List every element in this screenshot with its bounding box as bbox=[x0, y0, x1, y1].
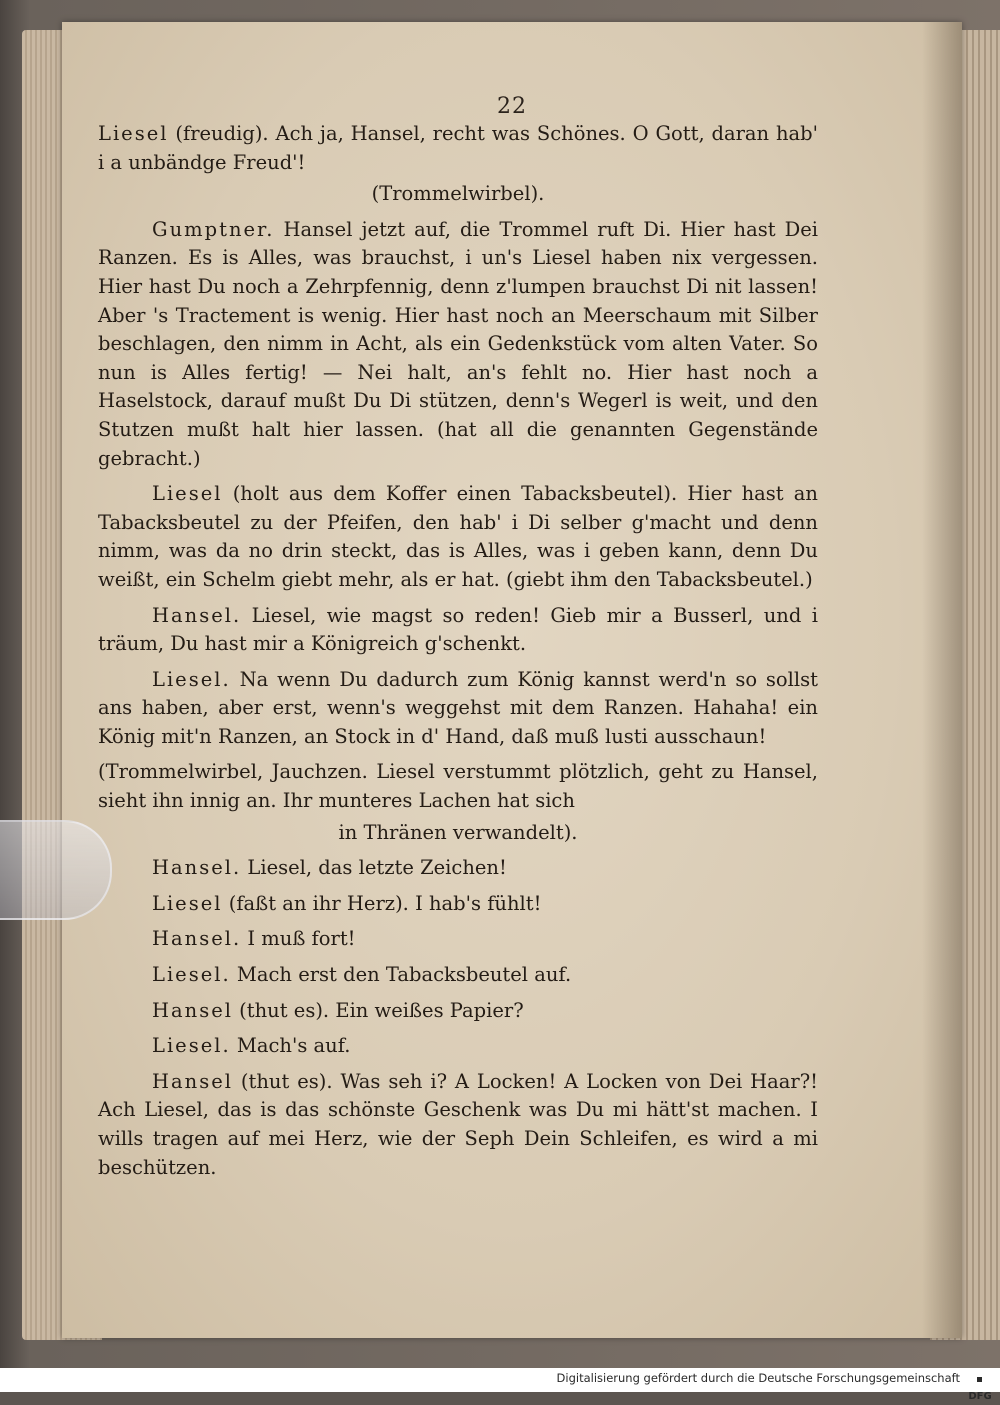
speaker-name: Hansel. bbox=[152, 856, 242, 880]
stage-text: (Trommelwirbel, Jauchzen. Liesel verstummt plötzlich, geht zu Hansel, sieht ihn innig an. Ihr munteres Lachen hat sich bbox=[98, 760, 818, 813]
dfg-logo-icon bbox=[966, 1371, 994, 1402]
dialogue-text: Hansel jetzt auf, die Trommel ruft Di. Hier hast Dei Ranzen. Es is Alles, was brauchst, i un's Liesel haben nix vergessen. Hier hast Du noch a Zehrpfennig, denn z'lumpen brauchst Di nit lassen! Aber 's Tractement is wenig. Hier hast noch an Meerschaum mit Silber beschlagen, den nimm in Acht, als ein Gedenkstück vom alten Vater. So nun is Alles fertig! — Nei halt, an's fehlt no. Hier hast noch a Haselstock, darauf mußt Du Di stützen, denn's Wegerl is weit, und den Stutzen mußt halt hier lassen. (hat all die genannten Gegenstände gebracht.) bbox=[98, 217, 818, 470]
paragraph bbox=[98, 216, 818, 473]
dialogue-text: Mach erst den Tabacksbeutel auf. bbox=[230, 963, 572, 987]
dialogue-text: (freudig). Ach ja, Hansel, recht was Schönes. O Gott, daran hab' i a unbändge Freud'! bbox=[98, 122, 818, 174]
dialogue-text: (thut es). Was seh i? A Locken! A Locken von Dei Haar?! Ach Liesel, das is das schönste Geschenk was Du mi hätt'st machen. I wills tragen auf mei Herz, wie der Seph Dein Schleifen, es wird a mi beschützen. bbox=[98, 1069, 818, 1179]
stage-direction bbox=[98, 758, 818, 815]
dialogue-text: Na wenn Du dadurch zum König kannst werd'n so sollst ans haben, aber erst, wenn's weggehst mit dem Ranzen. Hahaha! ein König mit'n Ranzen, an Stock in d' Hand, daß muß lusti ausschaun! bbox=[98, 667, 818, 748]
speaker-name: Liesel. bbox=[152, 963, 231, 987]
footer-bar bbox=[0, 1368, 1000, 1402]
stage-direction: (Trommelwirbel). bbox=[371, 182, 545, 206]
speaker-name: Hansel bbox=[152, 1069, 233, 1093]
funding-credit: Digitalisierung gefördert durch die Deutsche Forschungsgemeinschaft bbox=[556, 1371, 960, 1385]
speaker-name: Gumptner. bbox=[152, 217, 275, 241]
paragraph bbox=[98, 120, 818, 177]
dialogue-text: I muß fort! bbox=[241, 927, 356, 951]
speaker-name: Liesel bbox=[152, 482, 223, 506]
speaker-name: Liesel. bbox=[152, 1034, 231, 1058]
dialogue-text: (faßt an ihr Herz). I hab's fühlt! bbox=[222, 891, 542, 915]
speaker-name: Liesel. bbox=[152, 667, 231, 691]
page-clip bbox=[0, 820, 112, 920]
speaker-name: Liesel bbox=[152, 891, 223, 915]
dialogue-text: (thut es). Ein weißes Papier? bbox=[232, 998, 524, 1022]
logo-dot-icon bbox=[977, 1377, 982, 1382]
page-gutter-shadow bbox=[922, 22, 962, 1338]
speaker-name: Hansel bbox=[152, 998, 233, 1022]
dialogue-text: Mach's auf. bbox=[230, 1034, 351, 1058]
paragraph bbox=[98, 480, 818, 594]
paragraph bbox=[98, 602, 818, 659]
paragraph bbox=[98, 1068, 818, 1182]
page-number: 22 bbox=[497, 94, 527, 119]
page-text bbox=[98, 120, 818, 1189]
speaker-name: Liesel bbox=[98, 122, 169, 145]
paragraph bbox=[98, 997, 818, 1026]
paragraph bbox=[98, 854, 818, 883]
speaker-name: Hansel. bbox=[152, 603, 242, 627]
paragraph bbox=[98, 1032, 818, 1061]
dialogue-text: (holt aus dem Koffer einen Tabacksbeutel). Hier hast an Tabacksbeutel zu der Pfeifen, den hab' i Di selber g'macht und denn nimm, was da no drin steckt, das is Alles, was i geben kann, denn Du weißt, ein Schelm giebt mehr, als er hat. (giebt ihm den Tabacksbeutel.) bbox=[98, 482, 818, 591]
paragraph bbox=[98, 961, 818, 990]
dialogue-text: Liesel, wie magst so reden! Gieb mir a Busserl, und i träum, Du hast mir a Königreich g'schenkt. bbox=[98, 603, 818, 656]
paragraph bbox=[98, 890, 818, 919]
paragraph bbox=[98, 666, 818, 752]
paragraph bbox=[98, 925, 818, 954]
dialogue-text: Liesel, das letzte Zeichen! bbox=[241, 856, 507, 880]
stage-direction-end: in Thränen verwandelt). bbox=[338, 820, 578, 844]
speaker-name: Hansel. bbox=[152, 927, 242, 951]
dfg-logo-text: DFG bbox=[968, 1391, 992, 1402]
